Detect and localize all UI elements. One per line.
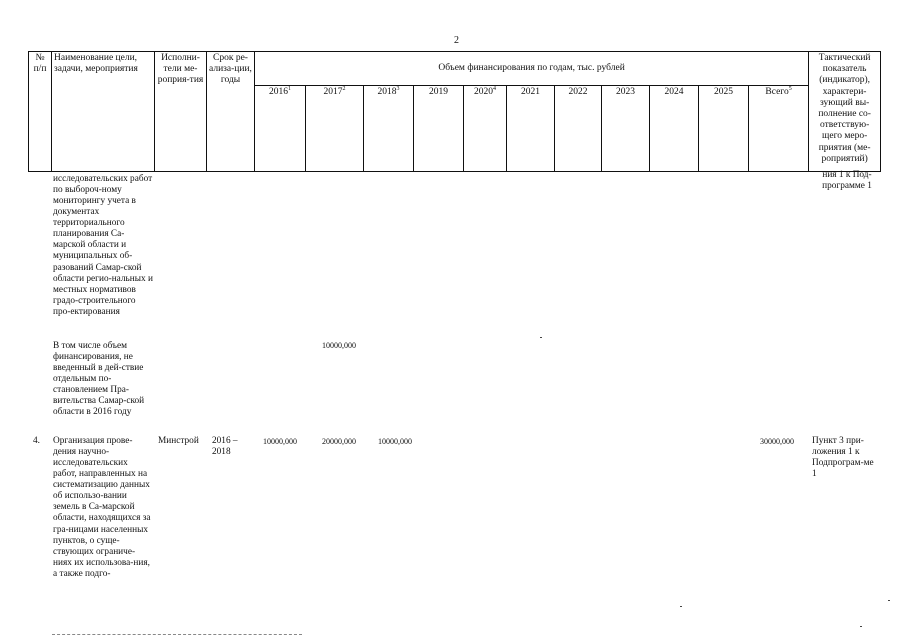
header-col-financing: Объем финансирования по годам, тыс. рублей <box>255 52 809 86</box>
year-header: 2025 <box>699 86 749 172</box>
financing-table-header <box>28 51 881 172</box>
row4-value-2018: 10000,000 <box>378 437 412 446</box>
continued-activity-name: исследовательских работ по выбороч-ному мониторингу учета в документах территориального планирования Са-марской области и муниципальных об-разований Самар-ской области регио-нальных и местных нормативов градо-строительного про-ектирования <box>53 174 153 317</box>
continued-indicator: ния 1 к Под-программе 1 <box>822 170 872 192</box>
page-number: 2 <box>454 35 459 46</box>
footnote-separator <box>52 634 302 635</box>
row4-activity-name: Организация прове-дения научно-исследовательских работ, направленных на систематизацию данных об использо-вании земель в Са-марской области, находящихся за гра-ницами населенных пунктов, о суще-ствующих ограниче-ниях их использова-ния, а также подго- <box>53 436 151 579</box>
header-col-executors: Исполни-тели ме-роприя-тия <box>155 52 207 172</box>
year-header: 2016$^1$ <box>255 86 306 172</box>
year-header: 2024 <box>650 86 699 172</box>
header-col-term: Срок ре-ализа-ции, годы <box>207 52 255 172</box>
scan-speck <box>860 626 862 627</box>
year-header: 2023 <box>602 86 650 172</box>
row4-executor: Минстрой <box>158 436 199 446</box>
header-col-no: № п/п <box>29 52 52 172</box>
scan-speck <box>888 600 890 601</box>
header-col-indicator: Тактический показатель (индикатор), характери-зующий вы-полнение со-ответствую-щего меро-приятия (ме-роприятий) <box>809 52 881 172</box>
year-header: 2020$^4$ <box>464 86 507 172</box>
scan-speck <box>680 606 682 607</box>
subrow-label: В том числе объем финансирования, не введенный в дей-ствие отдельным по-становлением Пра-вительства Самар-ской области в 2016 году <box>53 341 145 418</box>
row4-number: 4. <box>33 436 40 446</box>
year-header: 2022 <box>555 86 602 172</box>
subrow-value-2017: 10000,000 <box>322 341 356 350</box>
year-header: 2021 <box>507 86 555 172</box>
header-col-name: Наименование цели, задачи, мероприятия <box>52 52 155 172</box>
scan-speck <box>540 337 542 338</box>
year-header: 2017$^2$ <box>306 86 364 172</box>
row4-indicator: Пункт 3 при-ложения 1 к Подпрограм-ме 1 <box>812 436 874 480</box>
year-header: 2019 <box>414 86 464 172</box>
row4-value-total: 30000,000 <box>760 437 794 446</box>
year-header-total: Всего$^5$ <box>749 86 809 172</box>
row4-value-2017: 20000,000 <box>322 437 356 446</box>
row4-term: 2016 – 2018 <box>212 436 238 458</box>
year-header: 2018$^3$ <box>364 86 414 172</box>
row4-value-2016: 10000,000 <box>263 437 297 446</box>
